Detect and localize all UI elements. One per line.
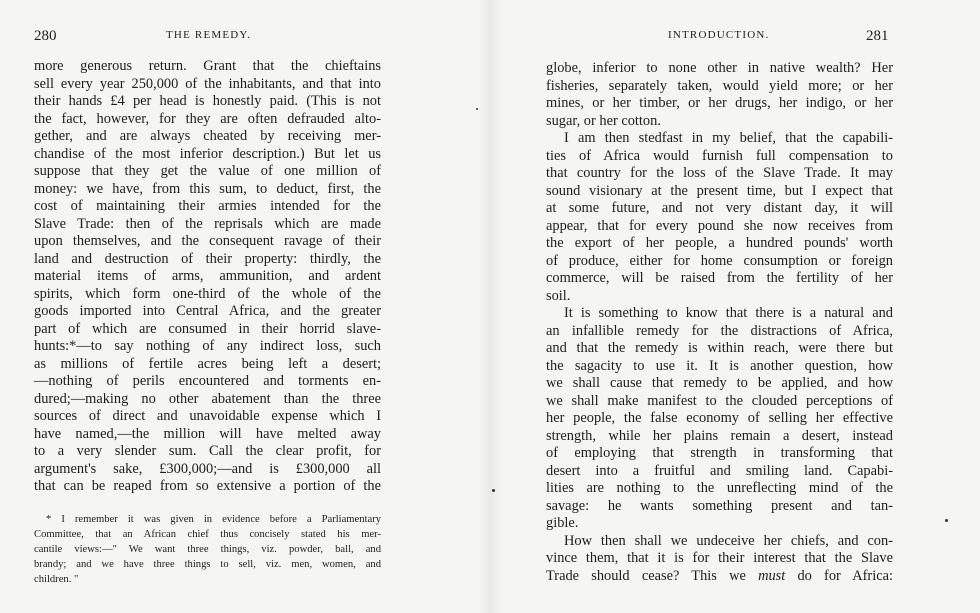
left-line: —nothing of perils encountered and torments en- [34, 373, 381, 389]
left-line: suppose that they get the value of one million of [34, 163, 381, 179]
left-line: that can be reaped from so extensive a portion of the [34, 478, 381, 494]
left-line: chandise of the most inferior description.) But let us [34, 145, 381, 162]
footnote-line: Committee, that an African chief thus concisely stated his mer- [34, 529, 381, 540]
left-line: goods imported into Central Africa, and the greater [34, 303, 381, 319]
right-page-number: 281 [866, 28, 889, 44]
left-line: argument's sake, £300,000;—and is £300,000 all [34, 460, 381, 477]
right-line: of employing that strength in transforming that [546, 445, 893, 461]
left-line: part of which are consumed in their horrid slave- [34, 320, 381, 337]
left-page-number: 280 [34, 28, 57, 44]
scan-speck [476, 108, 478, 110]
left-line: Slave Trade: then of the reprisals which are made [34, 215, 381, 232]
right-line: vince them, that it is for their interest that the Slave [546, 550, 893, 566]
footnote-line: cantile views:—" We want three things, viz. powder, ball, and [34, 544, 381, 555]
right-line: that country for the loss of the Slave Trade. It may [546, 165, 893, 181]
right-line: How then shall we undeceive her chiefs, and con- [564, 532, 893, 549]
right-line: lities are nothing to the unreflecting mind of the [546, 480, 893, 496]
right-line: I am then stedfast in my belief, that the capabili- [564, 130, 893, 146]
left-line: hunts:*—to say nothing of any indirect loss, such [34, 338, 381, 354]
left-running-head: THE REMEDY. [166, 29, 252, 41]
scan-speck [945, 519, 948, 522]
right-line: we shall make manifest to the clouded perceptions of [546, 392, 893, 409]
scan-speck [492, 489, 495, 492]
right-line: strength, while her plains remain a desert, instead [546, 427, 893, 444]
right-line: mines, or her timber, or her drugs, her indigo, or her [546, 95, 893, 111]
left-line: more generous return. Grant that the chieftains [34, 58, 381, 74]
left-line: spirits, which form one-third of the whole of the [34, 285, 381, 302]
right-line: we shall cause that remedy to be applied, and how [546, 375, 893, 391]
left-line: dured;—making no other abatement than the three [34, 390, 381, 407]
left-line: sell every year 250,000 of the inhabitants, and that into [34, 75, 381, 92]
right-running-head: INTRODUCTION. [668, 29, 770, 41]
right-line: commerce, will be raised from the fertility of her [546, 270, 893, 286]
left-line: cost of maintaining their armies intended for the [34, 198, 381, 214]
footnote-line: children. " [34, 574, 79, 585]
left-line: to a very slender sum. Call the clear profit, for [34, 443, 381, 459]
right-line: sugar, or her cotton. [546, 112, 661, 129]
right-line: gible. [546, 515, 579, 531]
right-line: soil. [546, 287, 571, 304]
left-line: money: we have, from this sum, to deduct, first, the [34, 180, 381, 197]
right-line: It is something to know that there is a natural and [564, 305, 893, 321]
right-line: ties of Africa would furnish full compensation to [546, 147, 893, 164]
right-line: her people, the false economy of selling her effective [546, 410, 893, 426]
left-line: their hands £4 per head is honestly paid. (This is not [34, 93, 381, 109]
right-line: appear, that for every pound she now receives from [546, 217, 893, 234]
right-line: at some future, and not very distant day, it will [546, 200, 893, 216]
right-line: savage: he wants something present and tan- [546, 497, 893, 514]
left-line: as millions of fertile acres being left a desert; [34, 355, 381, 372]
right-line: an infallible remedy for the distractions of Africa, [546, 322, 893, 339]
right-line: Trade should cease? This we must do for Africa: [546, 567, 893, 584]
left-line: land and destruction of their property: thirdly, the [34, 250, 381, 267]
left-line: the fact, however, for they are often defrauded alto- [34, 110, 381, 127]
left-line: gether, and are always cheated by receiving mer- [34, 128, 381, 144]
left-line: sources of direct and unavoidable expense which I [34, 408, 381, 424]
left-line: upon themselves, and the consequent ravage of their [34, 233, 381, 249]
footnote-line: * I remember it was given in evidence before a Parliamentary [46, 514, 381, 525]
right-line: fisheries, separately taken, would yield more; or her [546, 77, 893, 94]
right-line: globe, inferior to none other in native wealth? Her [546, 60, 893, 76]
right-line: of produce, either for home consumption or foreign [546, 252, 893, 269]
right-line: desert into a fruitful and smiling land. Capabi- [546, 462, 893, 479]
left-line: material items of arms, ammunition, and ardent [34, 268, 381, 284]
right-line: the export of her people, a hundred pounds' worth [546, 235, 893, 251]
right-line: sound visionary at the present time, but I expect that [546, 182, 893, 199]
left-line: have named,—the million will have melted away [34, 425, 381, 442]
right-line: and that the remedy is within reach, were there but [546, 340, 893, 356]
footnote-line: brandy; and we have three things to sell, viz. men, women, and [34, 559, 381, 570]
right-line: the sagacity to use it. It is another question, how [546, 357, 893, 374]
